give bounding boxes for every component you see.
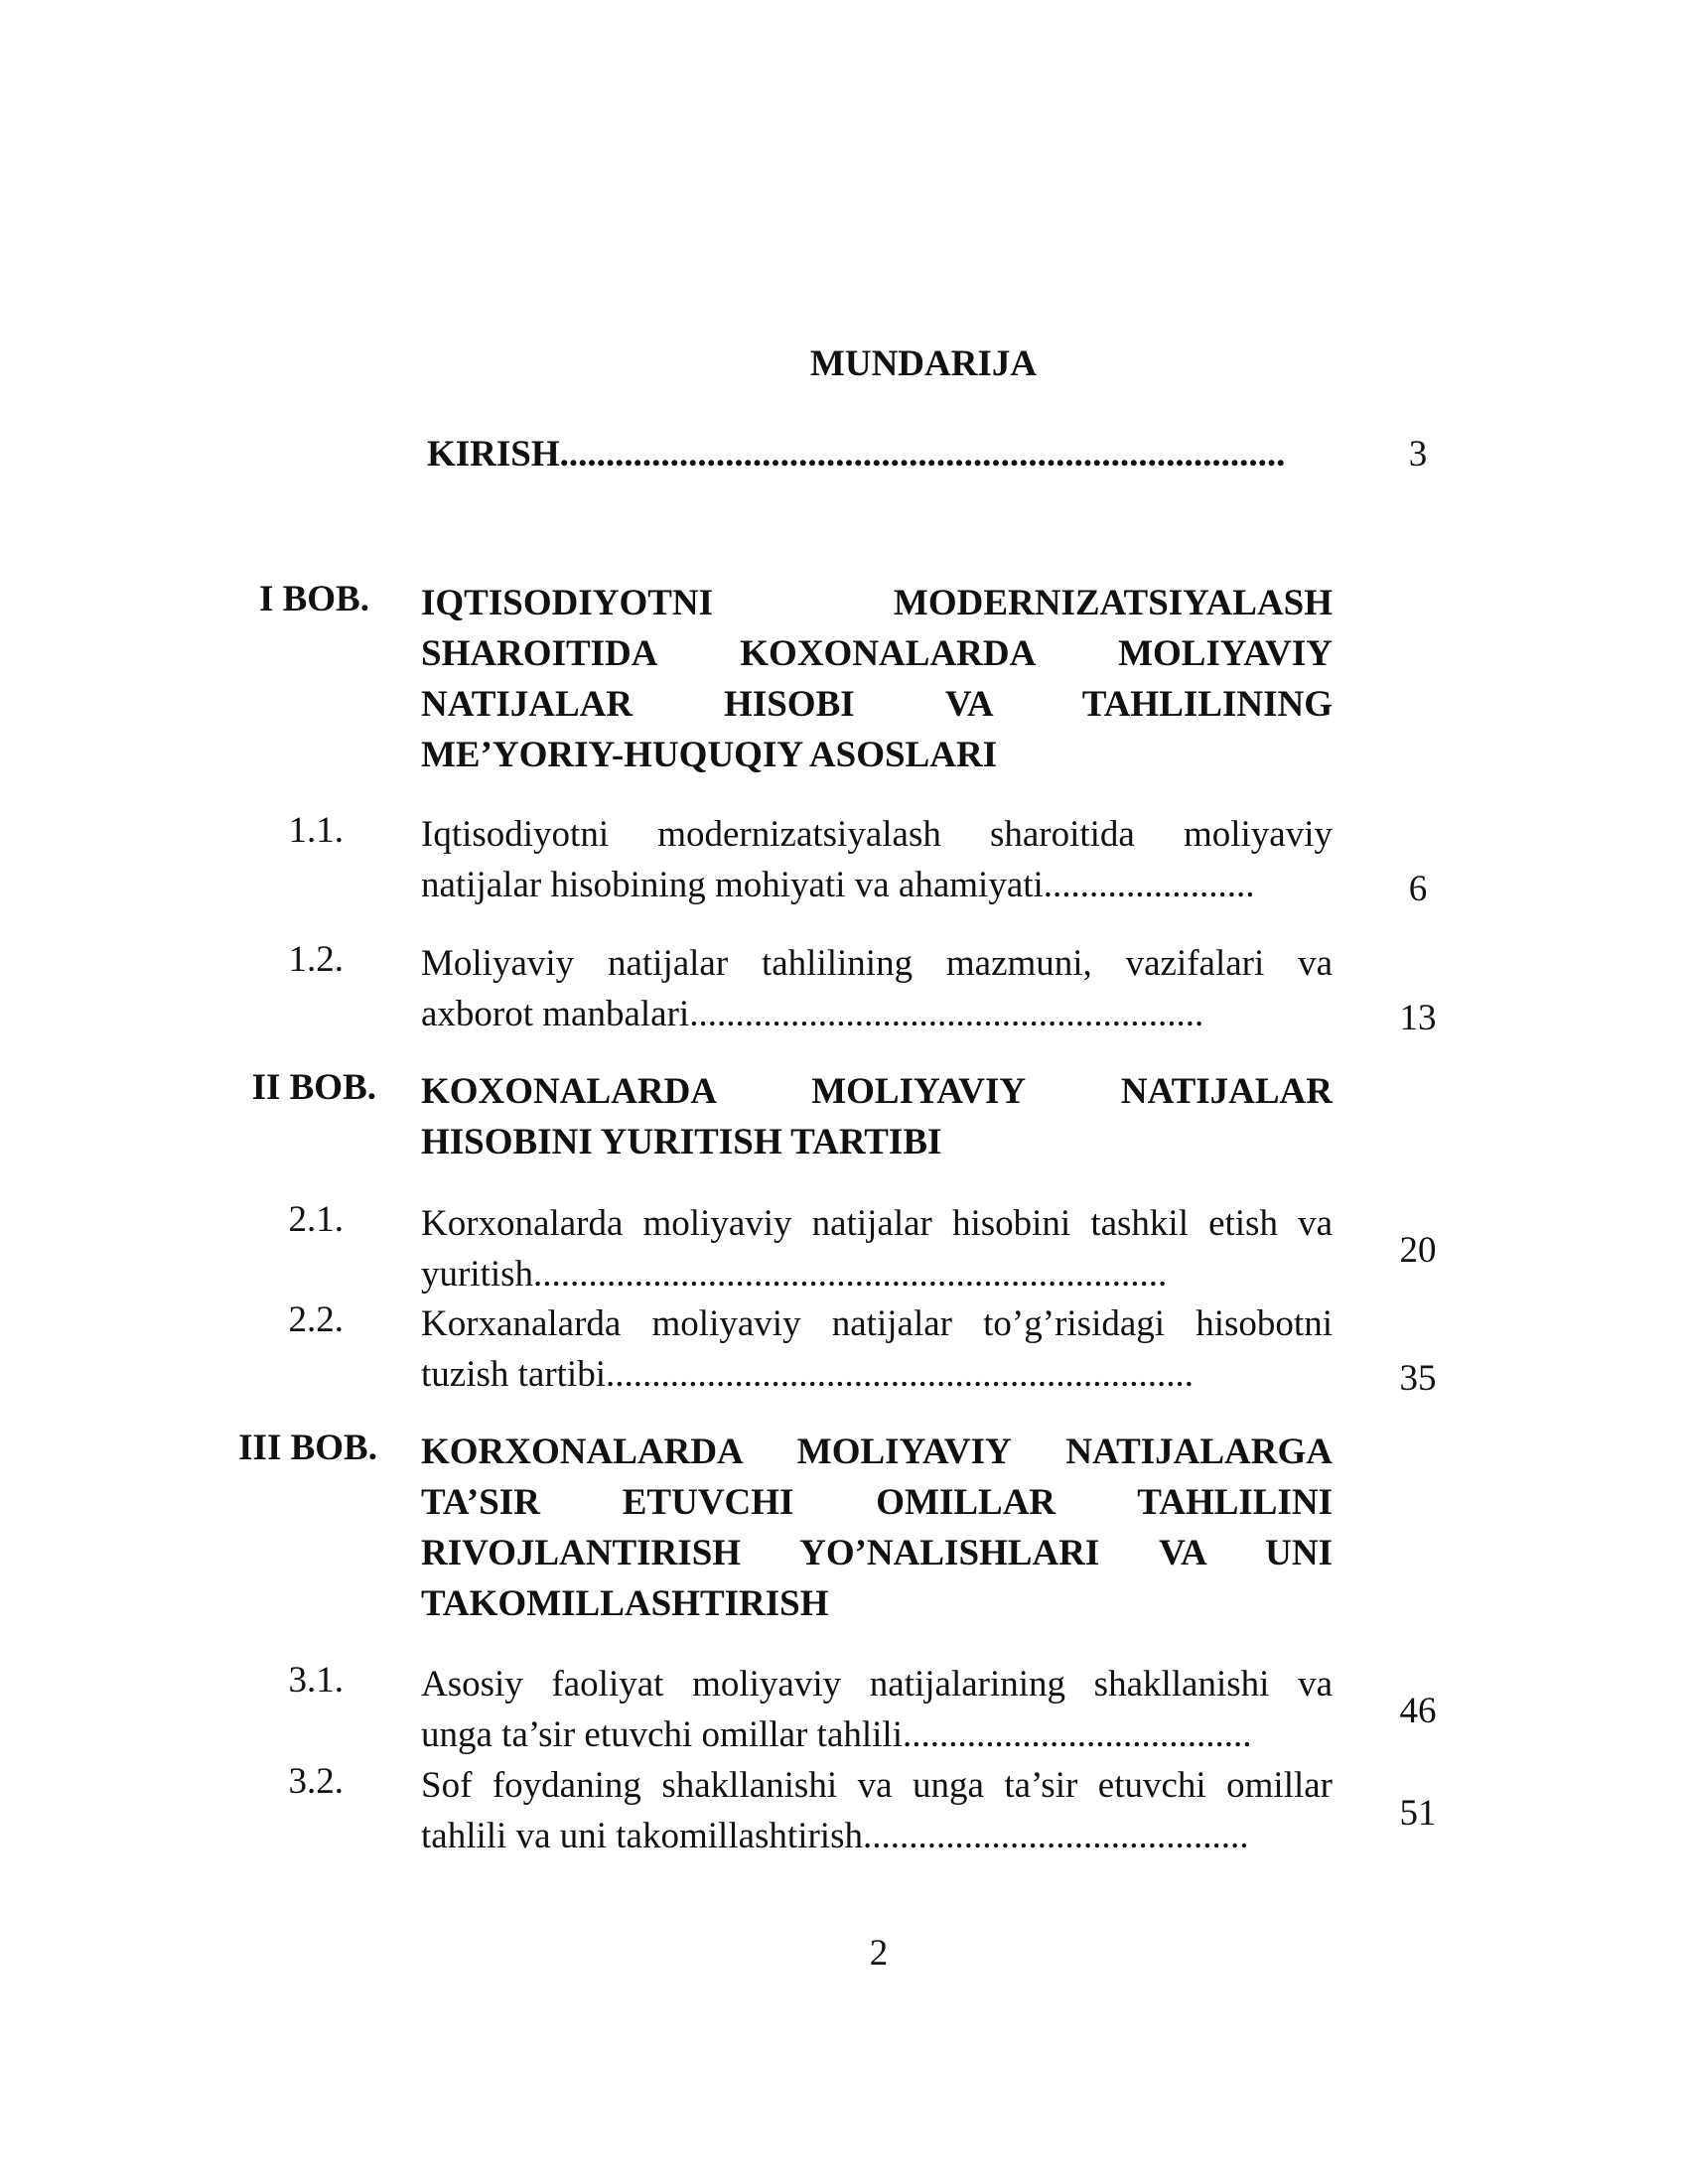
chapter-1-title-line: NATIJALAR HISOBI VA TAHLILINING (421, 684, 1333, 725)
chapter-3-title-line: KORXONALARDA MOLIYAVIY NATIJALARGA (421, 1432, 1333, 1472)
section-3-1-number: 3.1. (288, 1660, 344, 1701)
chapter-1-title-line: ME’YORIY-HUQUQIY ASOSLARI (421, 735, 998, 775)
section-3-2-page: 51 (1399, 1793, 1437, 1834)
section-3-2-number: 3.2. (288, 1761, 344, 1802)
section-1-1-page: 6 (1408, 869, 1428, 909)
chapter-3-title[interactable] (421, 1427, 1333, 1629)
section-title-line: Asosiy faoliyat moliyaviy natijalarining shakllanishi va (421, 1664, 1333, 1705)
section-title-line: tuzish tartibi................................................................ (421, 1354, 1194, 1395)
section-2-2-page: 35 (1399, 1358, 1437, 1399)
section-1-1-title[interactable] (421, 809, 1333, 910)
chapter-2-title[interactable] (421, 1066, 1333, 1167)
chapter-2-number: II BOB. (251, 1067, 376, 1108)
section-title-line: Korxonalarda moliyaviy natijalar hisobini tashkil etish va (421, 1203, 1333, 1244)
section-2-1-page: 20 (1399, 1230, 1437, 1271)
section-title-line: axborot manbalari........................................................ (421, 994, 1204, 1034)
section-3-1-title[interactable] (421, 1659, 1333, 1760)
section-title-line: unga ta’sir etuvchi omillar tahlili...................................... (421, 1714, 1252, 1755)
chapter-2-title-line: KOXONALARDA MOLIYAVIY NATIJALAR (421, 1071, 1333, 1112)
section-title-line: natijalar hisobining mohiyati va ahamiyati....................... (421, 865, 1255, 905)
chapter-3-title-line: RIVOJLANTIRISH YO’NALISHLARI VA UNI (421, 1533, 1333, 1573)
section-3-2-title[interactable] (421, 1760, 1333, 1861)
section-3-1-page: 46 (1399, 1691, 1437, 1731)
section-1-2-number: 1.2. (288, 939, 344, 980)
section-title-line: yuritish..................................................................... (421, 1254, 1168, 1295)
chapter-3-title-line: TAKOMILLASHTIRISH (421, 1583, 829, 1624)
chapter-1-title[interactable] (421, 578, 1333, 780)
section-title-line: Korxanalarda moliyaviy natijalar to’g’risidagi hisobotni (421, 1303, 1333, 1344)
chapter-1-number: I BOB. (258, 579, 369, 619)
section-2-2-title[interactable] (421, 1298, 1333, 1400)
toc-entry-intro-label[interactable]: KIRISH............................................................................... (427, 434, 1286, 475)
toc-entry-intro-page: 3 (1408, 434, 1428, 475)
page-title: MUNDARIJA (809, 343, 1038, 384)
section-1-1-number: 1.1. (288, 810, 344, 851)
section-title-line: Moliyaviy natijalar tahlilining mazmuni, vazifalari va (421, 943, 1333, 984)
section-title-line: Sof foydaning shakllanishi va unga ta’sir etuvchi omillar (421, 1765, 1333, 1806)
chapter-3-number: III BOB. (238, 1428, 377, 1468)
footer-page-number: 2 (869, 1933, 889, 1974)
section-title-line: tahlili va uni takomillashtirish.......................................... (421, 1816, 1249, 1856)
section-2-2-number: 2.2. (288, 1299, 344, 1340)
section-1-2-page: 13 (1399, 998, 1437, 1038)
chapter-1-title-line: IQTISODIYOTNI MODERNIZATSIYALASH (421, 583, 1333, 623)
section-1-2-title[interactable] (421, 938, 1333, 1039)
chapter-2-title-line: HISOBINI YURITISH TARTIBI (421, 1122, 942, 1162)
section-title-line: Iqtisodiyotni modernizatsiyalash sharoitida moliyaviy (421, 814, 1333, 855)
section-2-1-title[interactable] (421, 1198, 1333, 1299)
section-2-1-number: 2.1. (288, 1199, 344, 1240)
chapter-1-title-line: SHAROITIDA KOXONALARDA MOLIYAVIY (421, 633, 1333, 674)
chapter-3-title-line: TA’SIR ETUVCHI OMILLAR TAHLILINI (421, 1482, 1333, 1523)
